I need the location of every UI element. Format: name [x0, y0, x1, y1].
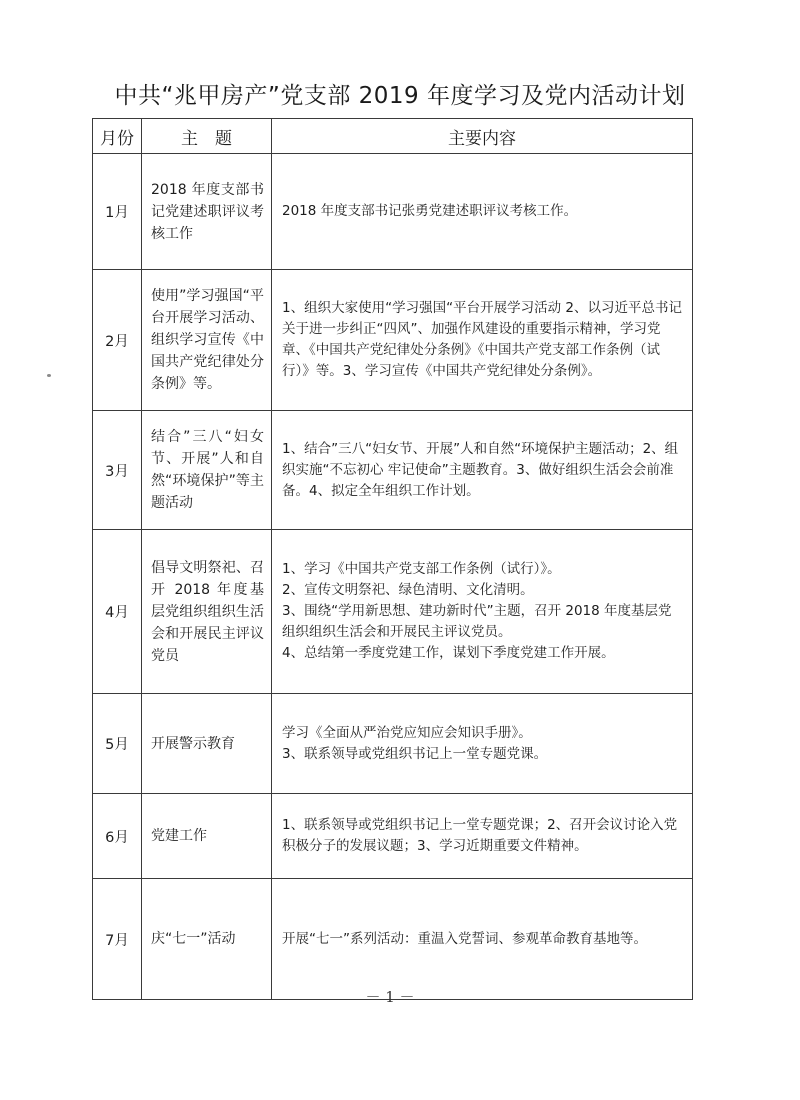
row-theme: 庆“七一”活动 — [142, 879, 272, 1000]
content-line: 开展“七一”系列活动：重温入党誓词、参观革命教育基地等。 — [282, 930, 647, 947]
row-theme: 倡导文明祭祀、召开 2018 年度基层党组织组织生活会和开展民主评议党员 — [142, 530, 272, 694]
row-theme: 党建工作 — [142, 794, 272, 879]
row-content — [272, 270, 693, 411]
row-theme: 开展警示教育 — [142, 694, 272, 794]
activity-plan-table — [92, 118, 693, 1000]
row-theme: 使用”学习强国“平台开展学习活动、组织学习宣传《中国共产党纪律处分条例》等。 — [142, 270, 272, 411]
content-line: 2、宣传文明祭祀、绿色清明、文化清明。 — [282, 582, 534, 598]
content-line: 1、组织大家使用“学习强国“平台开展学习活动 2、以习近平总书记关于进一步纠正“四风”、加强作风建设的重要指示精神，学习党章、《中国共产党纪律处分条例》《中国共产党支部工作条例（试行）》等。3、学习宣传《中国共产党纪律处分条例》。 — [282, 300, 682, 379]
row-content — [272, 154, 693, 270]
header-theme: 主 题 — [142, 119, 272, 154]
row-content — [272, 694, 693, 794]
table-row — [93, 794, 693, 879]
table-row — [93, 694, 693, 794]
document-title: 中共“兆甲房产”党支部 2019 年度学习及党内活动计划 — [114, 83, 686, 109]
row-month: 6月 — [93, 794, 142, 879]
content-line: 1、联系领导或党组织书记上一堂专题党课；2、召开会议讨论入党积极分子的发展议题；3、学习近期重要文件精神。 — [282, 817, 678, 854]
row-content — [272, 411, 693, 530]
row-theme: 2018 年度支部书记党建述职评议考核工作 — [142, 154, 272, 270]
row-content — [272, 530, 693, 694]
row-month: 1月 — [93, 154, 142, 270]
row-month: 4月 — [93, 530, 142, 694]
content-line: 1、学习《中国共产党支部工作条例（试行）》。 — [282, 561, 561, 577]
scan-speck — [47, 374, 51, 377]
content-line: 1、结合”三八“妇女节、开展”人和自然“环境保护主题活动；2、组织实施“不忘初心 牢记使命”主题教育。3、做好组织生活会会前准备。4、拟定全年组织工作计划。 — [282, 440, 679, 499]
table-row — [93, 411, 693, 530]
row-content — [272, 794, 693, 879]
table-row — [93, 879, 693, 1000]
row-month: 7月 — [93, 879, 142, 1000]
header-content: 主要内容 — [272, 119, 693, 154]
row-month: 2月 — [93, 270, 142, 411]
content-line: 2018 年度支部书记张勇党建述职评议考核工作。 — [282, 203, 578, 219]
content-line: 3、围绕“学用新思想、建功新时代”主题，召开 2018 年度基层党组织组织生活会和开展民主评议党员。 — [282, 603, 672, 640]
table-row — [93, 530, 693, 694]
row-month: 5月 — [93, 694, 142, 794]
table-header-row — [93, 119, 693, 154]
table-row — [93, 154, 693, 270]
header-month: 月份 — [93, 119, 142, 154]
content-line: 3、联系领导或党组织书记上一堂专题党课。 — [282, 745, 548, 762]
table-row — [93, 270, 693, 411]
content-line: 学习《全面从严治党应知应会知识手册》。 — [282, 724, 532, 741]
content-line: 4、总结第一季度党建工作，谋划下季度党建工作开展。 — [282, 645, 615, 661]
row-month: 3月 — [93, 411, 142, 530]
page-number: － 1 － — [365, 988, 415, 1006]
row-content — [272, 879, 693, 1000]
row-theme: 结合”三八“妇女节、开展”人和自然“环境保护”等主题活动 — [142, 411, 272, 530]
